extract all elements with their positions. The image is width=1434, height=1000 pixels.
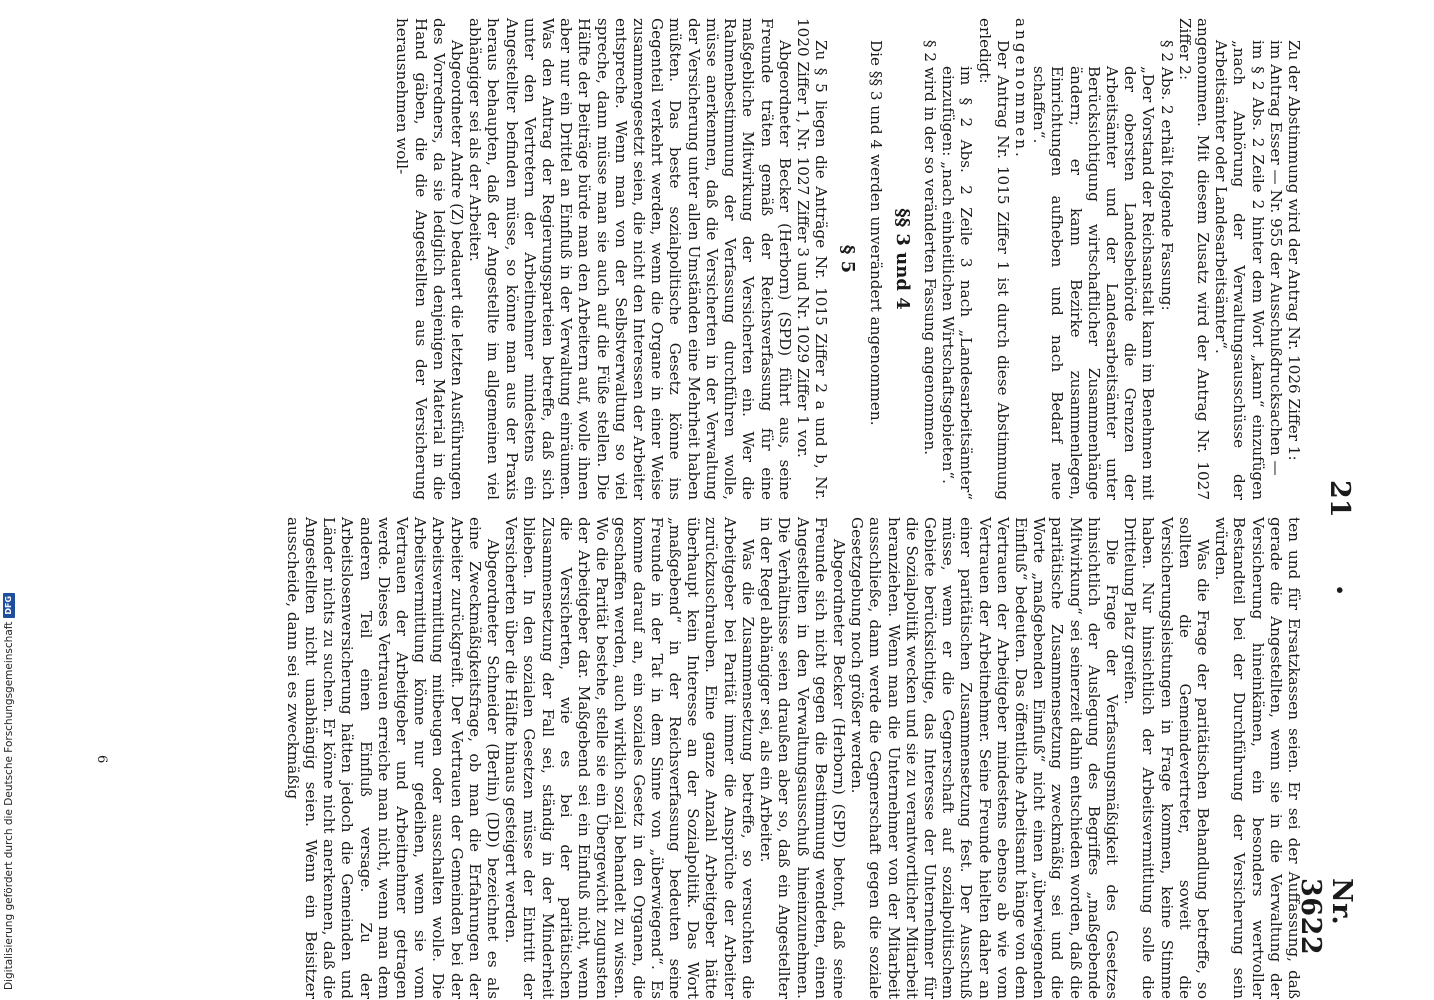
quote-paragraph: „Der Vorstand der Reichsanstalt kann im Benehmen mit der obersten Landesbehörde die Grenzen der Arbeitsämter und der Landesarbeitsämter unter Berücksichtigung wirtschaftlicher Zusammenhänge ändern; er kann Bezirke zusammenlegen, Einrichtungen aufheben und nach Bedarf neue schaffen“. <box>1030 66 1158 500</box>
signature-mark: 6 <box>94 755 109 764</box>
paragraph: Abgeordneter Becker (Herborn) (SPD) betont, daß seine Freunde sich nicht gegen die Bestimmung wendeten, einen Angestellten in den Verwaltungsausschuß hineinzunehmen. Die Verhältnisse seien draußen aber so, daß ein Angestellter in der Regel abhängiger sei, als ein Arbeiter. <box>757 517 848 999</box>
paragraph: Abgeordneter Becker (Herborn) (SPD) führt aus, seine Freunde träten gemäß der Reichsverfassung für eine maßgebliche Mitwirkung der Versicherten ein. Wer die Rahmenbestimmung der Verfassung durchführen wolle, müsse anerkennen, daß die Versicherten in der Verwaltung der Versicherung unter allen Umständen eine Mehrheit haben müßten. Das beste sozialpolitische Gesetz könne ins Gegenteil verkehrt werden, wenn die Organe in einer Weise zusammengesetzt seien, die nicht den Interessen der Arbeiter entspreche. Wenn man von der Selbstverwaltung so viel spreche, dann müsse man sie auch auf die Füße stellen. Die Hälfte der Beiträge bürde man den Arbeitern auf, wolle ihnen aber nur ein Drittel an Einfluß in der Verwaltung einräumen. Was den Antrag der Regierungsparteien betreffe, daß sich unter den Vertretern der Arbeitnehmer mindestens ein Angestellter befinden müsse, so könne man aus der Praxis heraus behaupten, daß der Angestellte im allgemeinen viel abhängiger sei als der Arbeiter. <box>466 18 794 500</box>
paragraph: im § 2 Abs. 2 Zeile 3 nach „Landesarbeitsämter“ einzufügen: „nach einheitlichen Wirtschaftsgebieten“. <box>939 66 976 500</box>
paragraph: Zu der Abstimmung wird der Antrag Nr. 1026 Ziffer 1: <box>1285 40 1303 461</box>
dfg-logo: DFG <box>3 593 15 618</box>
section-heading: §§ 3 und 4 <box>891 208 913 310</box>
paragraph: angenommen. <box>1011 18 1030 160</box>
paragraph: angenommen. Mit diesem Zusatz wird der Antrag Nr. 1027 Ziffer 2: <box>1175 18 1212 500</box>
paragraph: Die §§ 3 und 4 werden unverändert angenommen. <box>866 40 885 426</box>
page-number: 21 <box>1324 480 1355 518</box>
document-number: Nr. 3622 <box>1295 878 1357 956</box>
right-column <box>284 517 1303 999</box>
header-dot: • <box>1330 585 1349 596</box>
paragraph: Der Antrag Nr. 1015 Ziffer 1 ist durch diese Abstimmung erledigt: <box>975 18 1012 500</box>
paragraph: im Antrag Esser — Nr. 955 der Ausschußdrucksachen — <box>1266 40 1285 476</box>
paragraph: Abgeordneter Schneider (Berlin) (DD) bezeichnet es als eine Zweckmäßigkeitsfrage, ob man die Erfahrungen der Arbeiter zurückgreift. Der Vertrauen der Gemeinden bei der Arbeitsvermittlung mitbeugen oder ausschalten wolle. Die Arbeitsvermittlung könne nur gedeihen, wenn sie vom Vertrauen der Arbeitgeber und Arbeitnehmer getragen werde. Dieses Vertrauen erreiche man nicht, wenn man dem anderen Teil einen Einfluß versage. Zu der Arbeitslosenversicherung hätten jedoch die Gemeinden und Länder nichts zu suchen. Er könne nicht anerkennen, daß die Angestellten nicht unabhängig seien. Wenn ein Beisitzer ausscheide, dann sei es zweckmäßig <box>283 517 503 999</box>
paragraph: § 2 Abs. 2 erhält folgende Fassung: <box>1157 40 1176 311</box>
left-column <box>393 18 1303 500</box>
dfg-funding-note <box>2 570 16 990</box>
paragraph: Was die Zusammensetzung betreffe, so versuchten die Arbeitgeber bei Parität immer die Ansprüche der Arbeiter zurückzuschrauben. Eine ganze Anzahl Arbeitgeber hätte überhaupt kein Interesse an der Sozialpolitik. Das Wort „maßgebend“ in der Reichsverfassung bedeuten seine Freunde in der Tat in dem Sinne von „überwiegend“. Es komme darauf an, ein soziales Gesetz in den Organen, die geschaffen werden, auch wirklich sozial behandelt zu wissen. Wo die Parität bestehe, stelle sie ein Übergewicht zugunsten der Arbeitgeber dar. Maßgebend sei ein Einfluß nicht, wenn die Versicherten, wie es bei der paritätischen Zusammensetzung der Fall sei, ständig in der Minderheit blieben. In den sozialen Gesetzen müsse der Eintritt der Versicherten über die Hälfte hinaus gesteigert werden. <box>502 517 757 999</box>
dfg-note-text: Digitalisierung gefördert durch die Deutsche Forschungsgemeinschaft <box>3 621 15 990</box>
section-heading: § 5 <box>837 244 859 274</box>
rotated-document <box>75 0 1375 1000</box>
paragraph: im § 2 Abs. 2 Zeile 2 hinter dem Wort „kann“ einzufügen „nach Anhörung der Verwaltungsausschüsse der Arbeitsämter oder Landesarbeitsämter“. <box>1212 40 1267 500</box>
paragraph: Abgeordneter Andre (Z) bedauert die letzten Ausführungen des Vorredners, da sie lediglich denjenigen Material in die Hand gäben, die die Angestellten aus der Versicherung herausnehmen woll- <box>393 18 467 500</box>
paragraph: ten und für Ersatzkassen seien. Er sei der Auffassung, daß gerade die Angestellten, wenn sie in die Verwaltung der Versicherung hineinkämen, ein besonders wertvoller Bestandteil bei der Durchführung der Versicherung sein würden. <box>1212 517 1303 999</box>
paragraph: Zu § 5 liegen die Anträge Nr. 1015 Ziffer 2 a und b, Nr. 1020 Ziffer 1, Nr. 1027 Ziffer 3 und Nr. 1029 Ziffer 1 vor. <box>793 18 831 500</box>
paragraph: Was die Frage der paritätischen Behandlung betreffe, so sollten die Gemeindevertreter, soweit die Versicherungsleistungen in Frage kommen, keine Stimme haben. Nur hinsichtlich der Arbeitsvermittlung solle die Drittelung Platz greifen. <box>1121 517 1212 999</box>
paragraph: § 2 wird in der so veränderten Fassung angenommen. <box>920 40 939 456</box>
paragraph: Die Frage der Verfassungsmäßigkeit des Gesetzes hinsichtlich der Auslegung des Begriffes „maßgebende Mitwirkung“ sei seinerzeit dahin entschieden worden, daß die paritätische Zusammensetzung zweckmäßig sei und die Worte „maßgebenden Einfluß“ nicht einen „überwiegenden Einfluß“ bedeuten. Das öffentliche Arbeitsamt hänge von dem Vertrauen der Arbeitgeber mindestens ebenso ab wie vom Vertrauen der Arbeitnehmer. Seine Freunde hielten daher an einer paritätischen Zusammensetzung fest. Der Ausschuß müsse, wenn er die Gegnerschaft auf sozialpolitischem Gebiete berücksichtige, das Interesse der Unternehmer für die Sozialpolitik wecken und sie zu verantwortlicher Mitarbeit heranziehen. Wenn man die Unternehmer von der Mitarbeit ausschließe, dann werde die Gegnerschaft gegen die soziale Gesetzgebung noch größer werden. <box>848 517 1121 999</box>
